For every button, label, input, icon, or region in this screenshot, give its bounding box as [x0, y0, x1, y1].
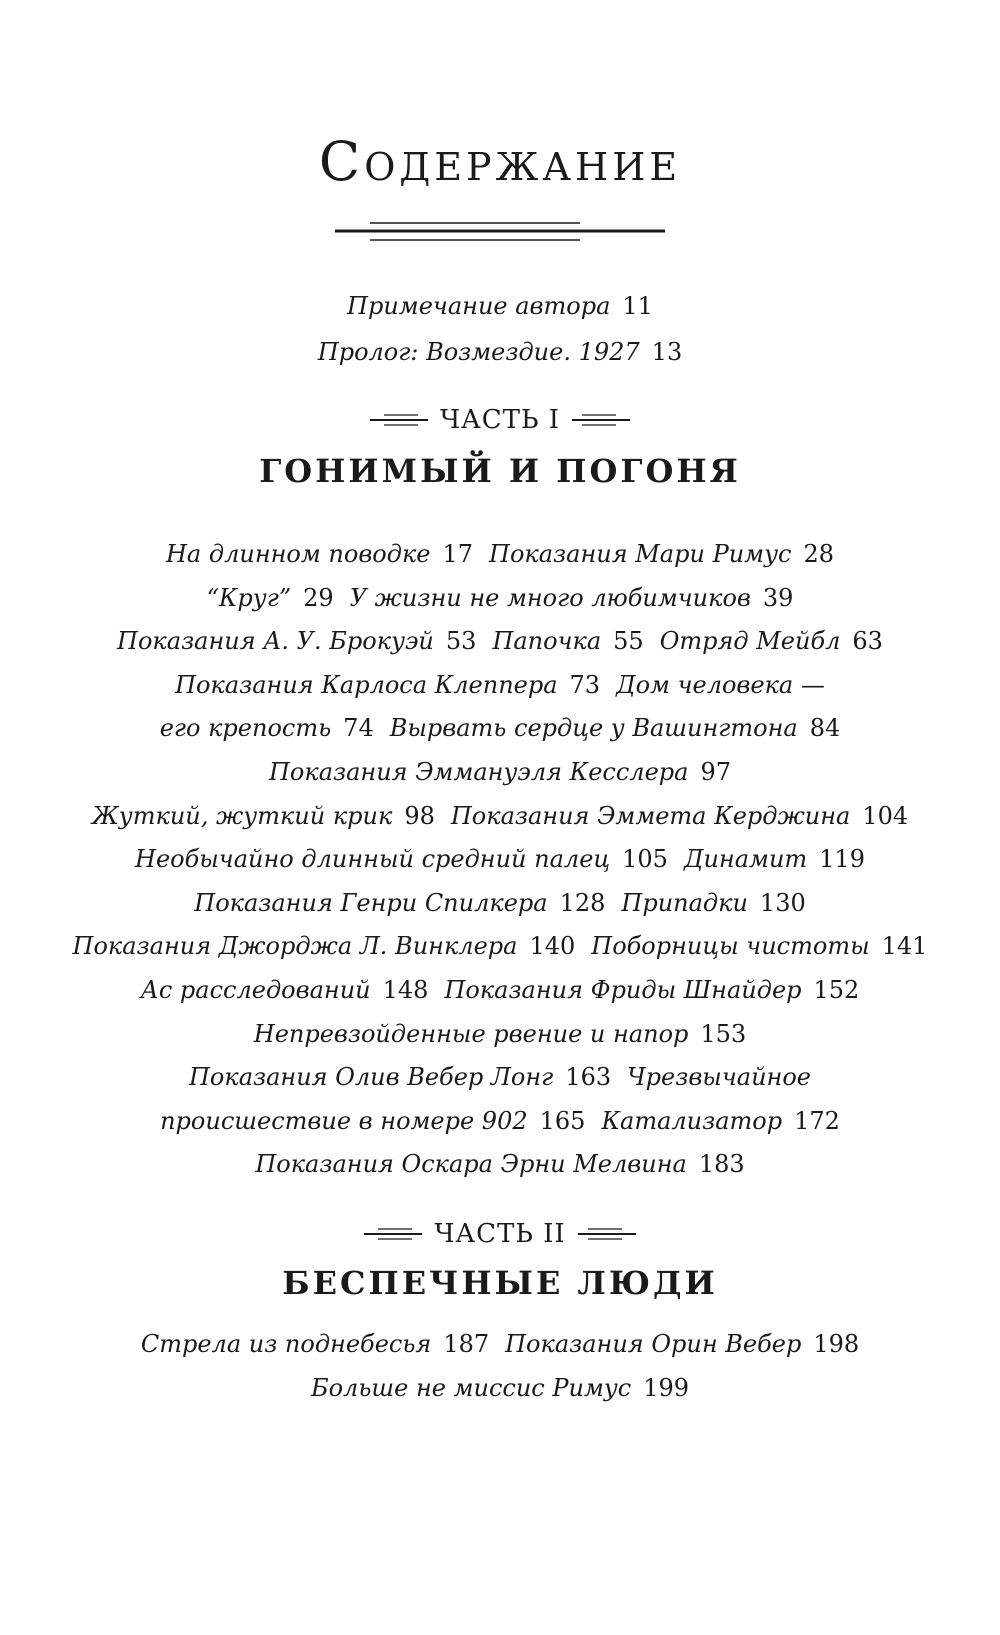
toc-entry-page: 74 [343, 714, 374, 742]
toc-line [0, 584, 1000, 612]
toc-entry-title[interactable]: Показания Эммануэля Кесслера [268, 758, 689, 786]
part-title: БЕСПЕЧНЫЕ ЛЮДИ [282, 1264, 718, 1302]
toc-entry-title[interactable]: Припадки [621, 889, 748, 917]
toc-entry-title[interactable]: Чрезвычайное [627, 1063, 811, 1091]
front-matter-page: 11 [622, 292, 653, 320]
front-matter-line [0, 338, 1000, 366]
toc-line [0, 540, 1000, 568]
toc-entry-title[interactable]: Жуткий, жуткий крик [91, 802, 393, 830]
toc-line [0, 1107, 1000, 1135]
toc-entry-page: 29 [303, 584, 334, 612]
part-label: ЧАСТЬ I [439, 405, 561, 435]
toc-entry-title[interactable]: Показания Эммета Керджина [450, 802, 851, 830]
toc-entry-page: 128 [559, 889, 606, 917]
toc-entry-title[interactable]: Папочка [492, 627, 602, 655]
toc-line [0, 976, 1000, 1004]
toc-entry-page: 98 [404, 802, 435, 830]
toc-entry-title[interactable]: На длинном поводке [166, 540, 431, 568]
toc-entry-title[interactable]: “Круг” [206, 584, 292, 612]
toc-line [0, 1374, 1000, 1402]
toc-entry-page: 63 [852, 627, 883, 655]
toc-line [0, 845, 1000, 873]
toc-entry-title[interactable]: Показания Олив Вебер Лонг [188, 1063, 554, 1091]
toc-entry-page: 104 [862, 802, 909, 830]
toc-entry-title[interactable]: Показания Карлоса Клеппера [175, 671, 558, 699]
toc-entry-page: 153 [700, 1020, 747, 1048]
toc-line [0, 671, 1000, 699]
toc-entry-page: 130 [759, 889, 806, 917]
toc-entry-title[interactable]: Показания Оскара Эрни Мелвина [255, 1150, 687, 1178]
part-ornament-left [370, 413, 428, 427]
part-ornament-left [364, 1227, 422, 1241]
title-ornament-rule [0, 220, 1000, 244]
toc-entry-title[interactable]: Больше не миссис Римус [310, 1374, 632, 1402]
part-title: ГОНИМЫЙ И ПОГОНЯ [259, 452, 741, 490]
toc-entry-page: 53 [445, 627, 477, 655]
toc-line [0, 758, 1000, 786]
toc-entry-page: 152 [813, 976, 860, 1004]
toc-entry-page: 105 [622, 845, 668, 873]
part-ornament-right [578, 1227, 636, 1241]
toc-entry-page: 140 [529, 932, 576, 960]
toc-entry-page: 141 [881, 932, 928, 960]
front-matter-title[interactable]: Примечание автора [347, 292, 611, 320]
toc-entry-title[interactable]: Вырвать сердце у Вашингтона [389, 714, 798, 742]
front-matter-page: 13 [651, 338, 683, 366]
toc-line [0, 932, 1000, 960]
toc-entry-title[interactable]: Катализатор [601, 1107, 783, 1135]
toc-line [0, 1330, 1000, 1358]
toc-entry-page: 84 [809, 714, 841, 742]
toc-entry-title[interactable]: Стрела из поднебесья [140, 1330, 432, 1358]
toc-line [0, 802, 1000, 830]
toc-line [0, 889, 1000, 917]
toc-entry-page: 148 [382, 976, 429, 1004]
toc-entry-page: 183 [698, 1150, 745, 1178]
toc-entry-page: 187 [443, 1330, 490, 1358]
toc-entry-page: 172 [794, 1107, 840, 1135]
toc-entry-title[interactable]: Поборницы чистоты [591, 932, 870, 960]
toc-entry-title[interactable]: Необычайно длинный средний палец [135, 845, 611, 873]
toc-entry-page: 199 [643, 1374, 690, 1402]
toc-entry-page: 17 [442, 540, 474, 568]
part-label: ЧАСТЬ II [434, 1219, 566, 1249]
toc-entry-page: 198 [813, 1330, 860, 1358]
toc-entry-title[interactable]: У жизни не много любимчиков [349, 584, 751, 612]
part-label-row [0, 1218, 1000, 1249]
toc-entry-page: 97 [700, 758, 731, 786]
part-ornament-right [572, 413, 630, 427]
toc-line [0, 1020, 1000, 1048]
toc-entry-page: 73 [569, 671, 601, 699]
toc-entry-page: 163 [565, 1063, 612, 1091]
toc-entry-title[interactable]: происшествие в номере 902 [160, 1107, 528, 1135]
toc-line [0, 1150, 1000, 1178]
toc-entry-page: 39 [762, 584, 794, 612]
toc-entry-title[interactable]: его крепость [159, 714, 332, 742]
toc-entry-title[interactable]: Дом человека — [616, 671, 825, 699]
front-matter-title[interactable]: Пролог: Возмездие. 1927 [317, 338, 640, 366]
page-title: Содержание [318, 130, 682, 193]
toc-entry-title[interactable]: Показания Мари Римус [489, 540, 792, 568]
toc-entry-title[interactable]: Отряд Мейбл [659, 627, 841, 655]
toc-entry-title[interactable]: Показания Орин Вебер [505, 1330, 802, 1358]
toc-entry-page: 28 [803, 540, 834, 568]
toc-entry-title[interactable]: Динамит [683, 845, 808, 873]
toc-entry-title[interactable]: Ас расследований [140, 976, 371, 1004]
toc-entry-page: 55 [613, 627, 644, 655]
front-matter-line [0, 292, 1000, 320]
toc-entry-title[interactable]: Показания Фриды Шнайдер [444, 976, 802, 1004]
toc-line [0, 627, 1000, 655]
part-label-row [0, 404, 1000, 435]
toc-entry-title[interactable]: Показания Генри Спилкера [194, 889, 548, 917]
toc-entry-title[interactable]: Непревзойденные рвение и напор [253, 1020, 689, 1048]
toc-line [0, 1063, 1000, 1091]
toc-entry-page: 165 [539, 1107, 586, 1135]
toc-entry-title[interactable]: Показания А. У. Брокуэй [117, 627, 434, 655]
toc-line [0, 714, 1000, 742]
toc-entry-title[interactable]: Показания Джорджа Л. Винклера [72, 932, 518, 960]
toc-entry-page: 119 [819, 845, 865, 873]
